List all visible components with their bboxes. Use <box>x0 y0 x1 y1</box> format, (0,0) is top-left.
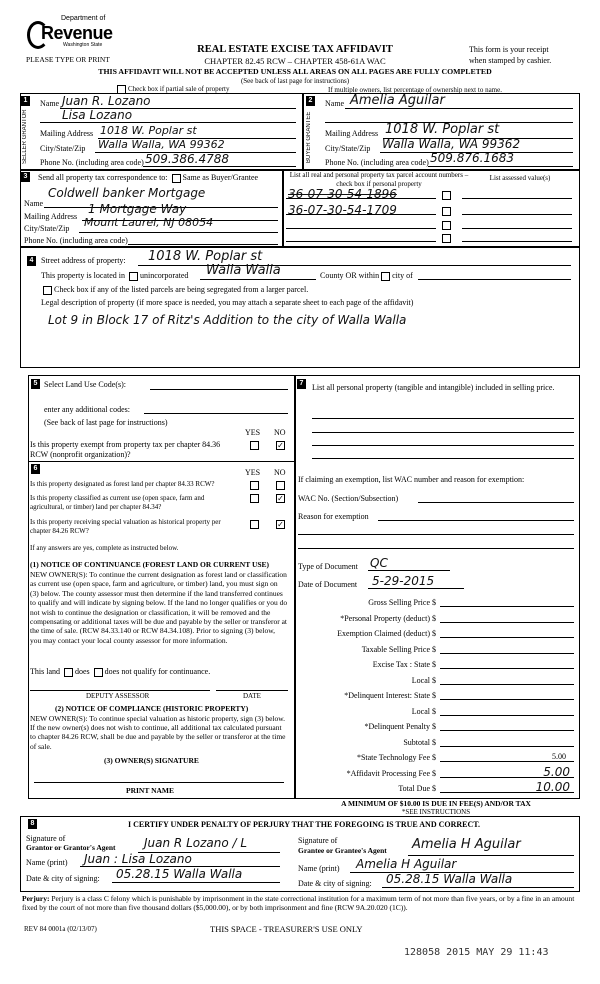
section-7-badge: 7 <box>297 379 306 389</box>
segregated-checkbox[interactable] <box>43 286 52 295</box>
fee-line <box>440 606 574 607</box>
exempt-yes-checkbox[interactable] <box>250 441 259 450</box>
section-4-badge: 4 <box>27 256 36 266</box>
fee-value[interactable]: 5.00 <box>543 764 570 779</box>
seller-city[interactable]: Walla Walla, WA 99362 <box>98 138 225 151</box>
form-title: REAL ESTATE EXCISE TAX AFFIDAVIT <box>197 44 393 55</box>
assessed-line-3 <box>462 228 572 229</box>
fee-value[interactable]: 5.00 <box>552 752 566 761</box>
within-city-checkbox[interactable] <box>381 272 390 281</box>
perjury-label: Perjury: <box>22 894 50 903</box>
this-land-label: This land <box>30 667 60 676</box>
located-in <box>41 271 188 281</box>
section-6-badge: 6 <box>31 464 40 474</box>
fee-row <box>298 782 574 798</box>
personal-prop-label: List all personal property (tangible and intangible) included in selling price. <box>312 383 555 392</box>
grantee-sig-label-1: Signature of <box>298 836 338 845</box>
notice1-title: (1) NOTICE OF CONTINUANCE (FOREST LAND OR CURRENT USE) <box>30 560 270 569</box>
fee-line <box>440 622 574 623</box>
fee-row <box>298 705 574 721</box>
does-checkbox[interactable] <box>64 668 73 677</box>
reason-label: Reason for exemption <box>298 512 369 521</box>
fee-label: Total Due $ <box>398 784 436 793</box>
buyer-phone-line <box>428 166 573 167</box>
buyer-name-line <box>345 108 573 109</box>
same-as-buyer-label: Same as Buyer/Grantee <box>182 173 259 182</box>
q1-yes-checkbox[interactable] <box>250 481 259 490</box>
grantor-date-label: Date & city of signing: <box>26 874 100 883</box>
if-yes-note: If any answers are yes, complete as instructed below. <box>30 544 179 552</box>
q3-no-checkbox[interactable]: ✓ <box>277 520 284 529</box>
wac-line <box>418 502 574 503</box>
fee-label: Local $ <box>411 706 436 716</box>
fee-line <box>440 668 574 669</box>
doc-type[interactable]: QC <box>370 556 388 570</box>
exemption-label: If claiming an exemption, list WAC number and reason for exemption: <box>298 475 525 484</box>
grantor-date-line <box>112 882 280 883</box>
county-line <box>200 279 316 280</box>
personal-prop-line-4 <box>312 458 574 459</box>
seller-side-label: SELLER GRANTOR <box>22 109 28 165</box>
q2-yes-checkbox[interactable] <box>250 494 259 503</box>
seller-name-2[interactable]: Lisa Lozano <box>62 108 133 122</box>
segregated-label: Check box if any of the listed parcels are being segregated from a larger parcel. <box>54 285 309 294</box>
grantee-date-line <box>382 887 574 888</box>
seller-phone-line <box>143 166 296 167</box>
reason-line-3 <box>298 548 574 549</box>
street-label: Street address of property: <box>41 256 126 265</box>
grantee-print-name[interactable]: Amelia H Aguilar <box>356 857 457 871</box>
unincorporated-checkbox[interactable] <box>129 272 138 281</box>
grantor-sig-label-1: Signature of <box>26 834 66 843</box>
logo-revenue: Revenue <box>41 23 113 43</box>
county-value[interactable]: Walla Walla <box>206 263 281 278</box>
notice1-body: NEW OWNER(S): To continue the current designation as forest land or classification as current use (open space, farm and agriculture, or timber) land, you must sign on (3) below. The county assessor must then determine if the land transferred continues to qualify and will indicate by signing below. If the land no longer qualifies or you do not wish to continue the designation or classification, it will be removed and the compensating or additional taxes will be due and payable by the seller or transferor at the time of sale. (RCW 84.33.140 or RCW 84.34.108). Prior to signing (3) below, you may contact your local county assessor for more information. <box>30 570 288 645</box>
rev-number: REV 84 0001a (02/13/07) <box>24 925 97 933</box>
receipt-line-2: when stamped by cashier. <box>469 56 552 65</box>
fee-line <box>440 746 574 747</box>
notice2-title: (2) NOTICE OF COMPLIANCE (HISTORIC PROPERTY) <box>55 704 249 713</box>
within-label: within <box>358 271 380 280</box>
sec6-q2: Is this property classified as current use (open space, farm and agricultural, or timber) land per chapter 84.34? <box>30 494 205 511</box>
segregated <box>41 285 308 295</box>
tax-corr-city-label: City/State/Zip <box>24 224 70 233</box>
personal-prop-line-2 <box>312 432 574 433</box>
sec5-no: NO <box>274 428 286 437</box>
street-address[interactable]: 1018 W. Poplar st <box>148 249 263 264</box>
sec6-q1: Is this property designated as forest land per chapter 84.33 RCW? <box>30 480 215 488</box>
fee-line <box>440 637 574 638</box>
unincorporated-label: unincorporated <box>139 271 189 280</box>
form-warning: THIS AFFIDAVIT WILL NOT BE ACCEPTED UNLESS ALL AREAS ON ALL PAGES ARE FULLY COMPLETED <box>98 67 492 76</box>
county-or-within <box>320 271 413 281</box>
parcel-line-2 <box>286 214 436 215</box>
does-label: does <box>75 667 90 676</box>
section-8-badge: 8 <box>28 819 37 829</box>
fee-label: Subtotal $ <box>403 737 436 747</box>
sec5-see-back: (See back of last page for instructions) <box>44 418 168 427</box>
reason-line-1 <box>378 520 574 521</box>
tax-corr-name[interactable]: Coldwell banker Mortgage <box>48 186 206 200</box>
seller-mailing-label: Mailing Address <box>40 129 94 138</box>
assessed-line-2 <box>462 214 572 215</box>
grantee-name-label: Name (print) <box>298 864 340 873</box>
logo-dept-of: Department of <box>61 15 106 22</box>
doc-date-line <box>368 588 464 589</box>
parcel-number[interactable]: 36-07-30-54-1709 <box>288 203 397 217</box>
personal-prop-line-1 <box>312 418 574 419</box>
grantor-date-city[interactable]: 05.28.15 Walla Walla <box>116 867 243 881</box>
parcel-line-3 <box>286 228 436 229</box>
partial-sale-label: Check box if partial sale of property <box>128 85 230 94</box>
wac-label: WAC No. (Section/Subsection) <box>298 494 399 503</box>
seller-mailing[interactable]: 1018 W. Poplar st <box>100 124 197 137</box>
city-of-line <box>418 279 571 280</box>
type-or-print: PLEASE TYPE OR PRINT <box>26 55 110 64</box>
exempt-no-checkbox[interactable]: ✓ <box>277 441 284 450</box>
assessed-line-4 <box>462 241 572 242</box>
fee-label: Excise Tax : State $ <box>372 660 436 669</box>
fee-row <box>298 627 574 643</box>
fee-row <box>298 596 574 612</box>
buyer-name-1[interactable]: Amelia Aguilar <box>350 93 445 108</box>
parcel-line-1 <box>286 198 436 199</box>
legal-description[interactable]: Lot 9 in Block 17 of Ritz's Addition to the city of Walla Walla <box>48 313 407 327</box>
personal-prop-line-3 <box>312 445 574 446</box>
fee-row <box>298 736 574 752</box>
fee-label: *Affidavit Processing Fee $ <box>346 768 436 778</box>
fee-label: *Delinquent Interest: State $ <box>344 691 436 700</box>
tax-corr-send <box>38 173 258 183</box>
dor-logo <box>27 15 127 51</box>
owner-signature-line <box>34 782 284 783</box>
deputy-line <box>30 690 210 691</box>
buyer-name-label: Name <box>325 99 345 108</box>
fee-row <box>298 643 574 659</box>
fee-row <box>298 674 574 690</box>
grantee-sig-line <box>408 855 574 856</box>
located-label: This property is located in <box>41 271 125 280</box>
sec6-yes: YES <box>245 468 261 477</box>
seller-name-1[interactable]: Juan R. Lozano <box>62 94 151 108</box>
tax-corr-mailing-label: Mailing Address <box>24 212 78 221</box>
doc-date[interactable]: 5-29-2015 <box>372 574 435 588</box>
parcel-struck: 36-07-30-54-1896 <box>288 187 397 201</box>
tax-corr-phone-label: Phone No. (including area code) <box>24 236 128 245</box>
tax-corr-phone-line <box>128 244 278 245</box>
legal-label: Legal description of property (if more space is needed, you may attach a separate sheet to each page of the affidavit) <box>41 298 414 307</box>
deputy-date-line <box>216 690 288 691</box>
tax-corr-city-line <box>79 232 278 233</box>
q1-no-checkbox[interactable] <box>276 481 285 490</box>
parcel-checkbox-1[interactable] <box>442 191 451 200</box>
doc-type-label: Type of Document <box>298 562 358 571</box>
grantor-sig-label-2: Grantor or Grantor's Agent <box>26 843 116 852</box>
land-use-line <box>150 389 288 390</box>
fee-row <box>298 658 574 674</box>
sec5-yes: YES <box>245 428 261 437</box>
fee-label: *Personal Property (deduct) $ <box>340 613 436 623</box>
treasurer-use: THIS SPACE - TREASURER'S USE ONLY <box>210 924 363 934</box>
grantee-signature[interactable]: Amelia H Aguilar <box>412 837 521 852</box>
deputy-assessor: DEPUTY ASSESSOR <box>86 692 150 700</box>
buyer-mailing[interactable]: 1018 W. Poplar st <box>385 122 500 137</box>
parcel-checkbox-2[interactable] <box>442 207 451 216</box>
fee-label: Local $ <box>411 675 436 685</box>
grantor-print-name[interactable]: Juan : Lisa Lozano <box>84 852 192 866</box>
tax-corr-mailing[interactable]: 1 Mortgage Way <box>88 202 187 216</box>
tax-corr-city[interactable]: Mount Laurel, NJ 08054 <box>84 216 214 229</box>
parcel-checkbox-4[interactable] <box>442 234 451 243</box>
fee-line <box>440 715 574 716</box>
fee-label: Taxable Selling Price $ <box>361 644 436 654</box>
cashier-stamp: 128058 2015 MAY 29 11:43 <box>404 947 549 958</box>
fee-rows <box>298 596 574 798</box>
land-use-label: Select Land Use Code(s): <box>44 380 126 389</box>
fee-line <box>440 653 574 654</box>
fee-line <box>440 699 574 700</box>
reason-line-2 <box>298 534 574 535</box>
fee-row <box>298 612 574 628</box>
exempt-question: Is this property exempt from property tax per chapter 84.36 RCW (nonprofit organization)? <box>30 440 221 459</box>
parcel-line-4 <box>286 241 436 242</box>
does-not-label: does not qualify for continuance. <box>104 667 211 676</box>
buyer-mailing-label: Mailing Address <box>325 129 379 138</box>
perjury-text: Perjury is a class C felony which is punishable by imprisonment in the state correctional institution for a maximum term of not more than five years, or by a fine in an amount fixed by the court of not more than five thousand dollars ($5,000.00), or by both imprisonment and fine (RCW 9A.20.020 (1C)). <box>22 894 575 912</box>
this-land <box>30 667 210 677</box>
county-or-label: County OR <box>320 271 357 280</box>
receipt-line-1: This form is your receipt <box>469 45 549 54</box>
grantee-sig-label-2: Grantee or Grantee's Agent <box>298 846 387 855</box>
street-line <box>138 265 571 266</box>
section-3-badge: 3 <box>21 172 30 182</box>
section-2-badge: 2 <box>306 96 315 106</box>
seller-name-label: Name <box>40 99 60 108</box>
fee-row <box>298 720 574 736</box>
fee-label: *Delinquent Penalty $ <box>364 722 436 731</box>
fee-line <box>440 761 574 762</box>
certify-text: I CERTIFY UNDER PENALTY OF PERJURY THAT THE FOREGOING IS TRUE AND CORRECT. <box>128 820 481 829</box>
fee-label: Exemption Claimed (deduct) $ <box>337 629 436 638</box>
parcel-checkbox-3[interactable] <box>442 221 451 230</box>
multiple-owners-note: If multiple owners, list percentage of ownership next to name. <box>328 86 502 94</box>
assessed-header: List assessed value(s) <box>489 174 551 182</box>
tax-corr-name-label: Name <box>24 199 44 208</box>
buyer-city-label: City/State/Zip <box>325 144 371 153</box>
logo-state: Washington State <box>63 42 103 48</box>
fee-value[interactable]: 10.00 <box>535 780 570 794</box>
deputy-date: DATE <box>243 692 261 700</box>
grantee-date-label: Date & city of signing: <box>298 879 372 888</box>
section-5-badge: 5 <box>31 379 40 389</box>
q3-yes-checkbox[interactable] <box>250 520 259 529</box>
does-not-checkbox[interactable] <box>94 668 103 677</box>
grantor-name-label: Name (print) <box>26 858 68 867</box>
tax-corr-send-label: Send all property tax correspondence to: <box>38 173 168 182</box>
see-instructions: *SEE INSTRUCTIONS <box>401 808 471 816</box>
fee-line <box>440 730 574 731</box>
fee-row <box>298 689 574 705</box>
buyer-side-label: BUYER GRANTEE <box>306 111 312 163</box>
same-as-buyer-checkbox[interactable] <box>172 174 181 183</box>
sec6-no: NO <box>274 468 286 477</box>
seller-name-line-2 <box>40 122 296 123</box>
doc-type-line <box>368 570 450 571</box>
q2-no-checkbox[interactable]: ✓ <box>277 494 284 503</box>
sec6-q3: Is this property receiving special valuation as historical property per chapter 84.26 RCW? <box>30 518 221 535</box>
minimum-due: A MINIMUM OF $10.00 IS DUE IN FEE(S) AND/OR TAX <box>341 799 531 808</box>
parcel-header: List all real and personal property tax parcel account numbers – check box if personal property <box>289 171 469 188</box>
grantor-signature[interactable]: Juan R Lozano / L <box>144 836 248 850</box>
owner-signature-label: (3) OWNER(S) SIGNATURE <box>104 756 199 765</box>
fee-label: Gross Selling Price $ <box>368 598 436 607</box>
section-1-badge: 1 <box>21 96 30 106</box>
perjury-notice <box>22 894 578 912</box>
fee-line <box>440 684 574 685</box>
seller-phone-label: Phone No. (including area code) <box>40 158 144 167</box>
seller-city-label: City/State/Zip <box>40 144 86 153</box>
form-chapter: CHAPTER 82.45 RCW – CHAPTER 458-61A WAC <box>204 56 386 66</box>
seller-phone[interactable]: 509.386.4788 <box>145 152 229 166</box>
buyer-phone[interactable]: 509.876.1683 <box>430 151 514 165</box>
doc-date-label: Date of Document <box>298 580 358 589</box>
print-name-label: PRINT NAME <box>126 786 174 795</box>
fee-label: *State Technology Fee $ <box>356 753 436 762</box>
grantee-date-city[interactable]: 05.28.15 Walla Walla <box>386 872 513 886</box>
additional-codes-line <box>144 413 288 414</box>
buyer-phone-label: Phone No. (including area code) <box>325 158 429 167</box>
additional-codes-label: enter any additional codes: <box>44 405 130 414</box>
form-see-back: (See back of last page for instructions) <box>240 77 350 85</box>
assessed-line-1 <box>462 198 572 199</box>
city-of-label: city of <box>392 271 413 280</box>
buyer-city[interactable]: Walla Walla, WA 99362 <box>382 137 521 151</box>
notice2-body: NEW OWNER(S): To continue special valuation as historic property, sign (3) below. If the new owner(s) does not wish to continue, all additional tax calculated pursuant to chapter 84.26 RCW, shall be due and payable by the seller or transferor at the time of sale. <box>30 714 286 751</box>
